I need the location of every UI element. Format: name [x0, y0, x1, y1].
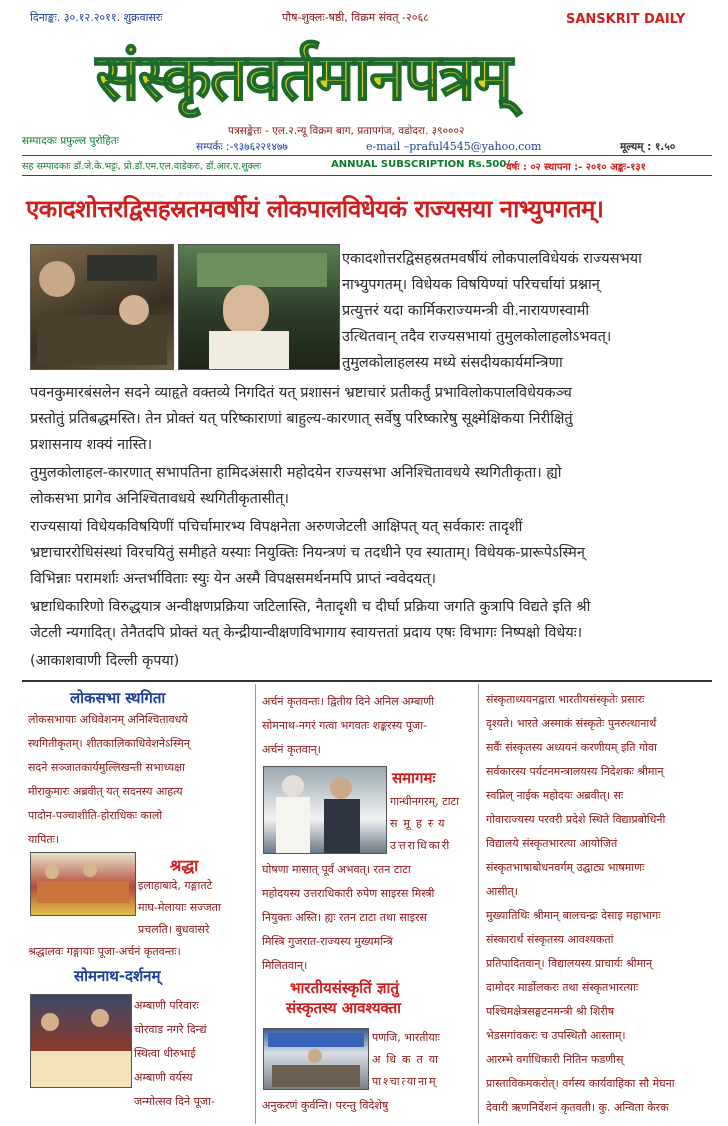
issue-info: वर्षः : ०२ स्थापना :- २०१० अङ्कः-१३१ — [506, 162, 646, 173]
shraddha-line: श्रद्धालवः गङ्गायाः पूजा-अर्चनं कृतवन्तः। — [28, 945, 181, 958]
somnath-line: अम्बाणी वर्यस्य — [134, 1071, 193, 1084]
header-divider-2 — [22, 175, 712, 176]
col3-line: दृश्यते। भारते अस्माकं संस्कृतेः पुनरुत्थानार्थं — [486, 717, 657, 730]
hindu-calendar-date: पौष-शुक्लः-षष्ठी, विक्रम संवत् -२०६८ — [282, 11, 429, 24]
co-editors: सह सम्पादकाः डॉ.जे.के.भट्टः, प्रो.डॉ.एम.एल.वाडेकरः, डॉ.आर.ए.शुक्लः — [22, 161, 262, 172]
lead-photo-parliament — [30, 244, 174, 370]
samagam-headline: समागमः — [392, 769, 436, 787]
annual-subscription: ANNUAL SUBSCRIPTION Rs.500/- — [331, 159, 515, 170]
sanskriti-line: पणजि, भारतीयाः — [372, 1031, 440, 1044]
col2-line: सोमनाथ-नगरं गत्वा भगवतः शङ्करस्य पूजा- — [262, 719, 428, 732]
loksabha-line: सदने सञ्जातकार्यमुल्लिखन्ती सभाध्यक्षा — [28, 761, 185, 774]
date-line: दिनाङ्कः. ३०.१२.२०११. शुक्रवासरः — [30, 11, 163, 24]
postal-address: पत्रसङ्केतः - एल.२.न्यू विक्रम बाग, प्रतापगंज, वडोदरा. ३९०००२ — [228, 125, 465, 137]
tata-modi-photo — [263, 766, 387, 854]
lead-body-line: जेटली न्यगादित्। तेनैतदपि प्रोक्तं यत् केन्द्रीयान्वीक्षणविभागाय स्वायत्ततां प्रदाय एषः विभागः निष्पक्षो विधेयः। — [30, 625, 583, 641]
lead-body-line: लोकसभा प्रागेव अनिश्चितावधये स्थगितीकृतासीत्। — [30, 491, 289, 507]
lead-side-line: उत्थितवान् तदैव राज्यसभायां तुमुलकोलाहलोऽभवत्। — [342, 329, 612, 345]
col3-line: देवारी ऋणनिर्देशनं कृतवती। कु. अन्विता केरक — [486, 1101, 669, 1114]
col3-line: सर्वकारस्य पर्यटनमन्त्रालयस्य निदेशकः श्रीमान् — [486, 765, 664, 778]
lead-body-line: प्रशासनाय शक्यं नास्ति। — [30, 437, 153, 453]
shraddha-line: प्रचलति। बुधवासरे — [138, 923, 210, 936]
ganga-puja-photo — [30, 852, 136, 916]
col3-line: विद्यालये संस्कृतभारत्या आयोजितं — [486, 837, 618, 850]
samagam-line: मिस्त्रि गुजरात-राज्यस्य मुख्यमन्त्रिं — [262, 935, 393, 948]
somnath-line: चोरवाड नगरे दिन्द्यं — [134, 1023, 207, 1036]
loksabha-line: लोकसभायाः अधिवेशनम् अनिश्चितावधये — [28, 713, 188, 726]
col3-line: संस्कृतभाषाबोधनवर्गम् उद्घाट्य भाषमाणः — [486, 861, 645, 874]
lead-side-line: तुमुलकोलाहलस्य मध्ये संसदीयकार्यमन्त्रिणा — [342, 355, 563, 371]
lead-side-line: नाभ्युपगतम्। विधेयक विषयिण्यां परिचर्चायां प्रश्नान् — [342, 277, 600, 293]
loksabha-line: पादोन-पञ्चाशीति-होराधिकः कालो — [28, 809, 163, 822]
contact-number: सम्पर्कः :-९३७६२२१४७७ — [196, 141, 288, 153]
col3-line: पश्चिमक्षेत्रसङ्घटनमन्त्री श्री शिरीष — [486, 1005, 615, 1018]
somnath-headline: सोमनाथ-दर्शनम् — [74, 967, 161, 985]
col3-line: आसीत्। — [486, 885, 518, 898]
loksabha-line: यापितः। — [28, 833, 59, 846]
col3-line: स्वप्निल् नाईक महोदयः अब्रवीत्। सः — [486, 789, 624, 802]
sanskriti-headline: भारतीयसंस्कृतिं ज्ञातुं — [290, 979, 399, 997]
samagam-line: घोषणा मासात् पूर्वं अभवत्। रतन टाटा — [262, 863, 411, 876]
lead-headline: एकादशोत्तरद्विसहस्रतमवर्षीयं लोकपालविधेयकं राज्यसया नाभ्युपगतम्। — [26, 195, 604, 223]
col3-line: प्रास्ताविकमकरोत्। वर्गस्य कार्यवाहिका सौ मेघना — [486, 1077, 675, 1090]
samagam-line: उत्तराधिकारी — [390, 839, 452, 852]
daily-label: SANSKRIT DAILY — [566, 12, 686, 27]
samagam-line: समूहस्य — [390, 817, 451, 830]
masthead-title: संस्कृतवर्तमानपत्रम् — [96, 40, 512, 115]
shraddha-headline: श्रद्धा — [170, 856, 199, 875]
sanskriti-line: अधिकतया — [372, 1053, 444, 1066]
shraddha-line: इलाहाबादे, गङ्गातटे — [138, 879, 213, 892]
col3-line: सर्वैः संस्कृतस्य अध्ययनं करणीयम् इति गोवा — [486, 741, 657, 754]
lead-body-line: प्रस्तोतुं प्रतिबद्धमस्ति। तेन प्रोक्तं यत् परिष्काराणां बाहुल्य-कारणात् सर्वेषु परिष्कारेषु सूक्ष्मेक्षिकया निरीक्षितुं — [30, 411, 573, 427]
col3-line: दामोदर मार्डोलकरः तथा संस्कृतभारत्याः — [486, 981, 639, 994]
sanskriti-line: अनुकरणं कुर्वन्ति। परन्तु विदेशेषु — [262, 1099, 389, 1112]
col3-line: संस्कारार्थं संस्कृतस्य आवश्यकतां — [486, 933, 614, 946]
lead-side-line: प्रत्युत्तरं यदा कार्मिकराज्यमन्त्री वी.नारायणस्वामी — [342, 303, 590, 319]
col3-line: संस्कृताध्ययनद्वारा भारतीयसंस्कृतेः प्रसारः — [486, 693, 645, 706]
loksabha-line: स्थगितीकृतम्। शीतकालिकाधिवेशनेऽस्मिन् — [28, 737, 190, 750]
samagam-line: मिलितवान्। — [262, 959, 308, 972]
col3-line: आरम्भे वर्गाधिकारी नितिन फडणीस् — [486, 1053, 624, 1066]
column-rule-1 — [255, 684, 256, 1124]
lead-body-line: राज्यसायां विधेयकविषयिणीं पचिर्चामारभ्य विपक्षनेता अरुणजेटली आक्षिपत् यत् सर्वकारः तादृशीं — [30, 519, 523, 535]
sanskriti-headline: संस्कृतस्य आवश्यक्ता — [286, 999, 402, 1017]
editor-name: सम्पादकः प्रफुल्ल पुरोहितः — [22, 135, 119, 147]
lead-body-line: विभिन्नाः परामर्शाः अन्तर्भाविताः स्युः येन अस्मै विपक्षसमर्थनमपि प्राप्तं न्ववेदयत्। — [30, 571, 437, 587]
column-rule-2 — [478, 684, 479, 1124]
somnath-line: जन्मोत्सव दिने पूजा- — [134, 1095, 215, 1108]
lead-photo-speaker — [178, 244, 340, 370]
lead-body-line: भ्रष्टाचाररोधिसंस्थां विरचयितुं समीहते यस्याः नियुक्तिः नियन्त्रणं च तदधीने एव स्याताम्। विधेयक-प्रारूपेऽस्मिन् — [30, 545, 585, 561]
samagam-line: नियुक्तः अस्ति। ह्यः रतन टाटा तथा साइरस — [262, 911, 427, 924]
lead-body-line: (आकाशवाणी दिल्ली कृपया) — [30, 653, 180, 669]
section-divider — [22, 680, 712, 682]
lead-side-line: एकादशोत्तरद्विसहस्रतमवर्षीयं लोकपालविधेयकं राज्यसभया — [342, 251, 642, 267]
col3-line: भेडसगांवकरः च उपस्थितौ आस्ताम्। — [486, 1029, 626, 1042]
ambani-family-photo — [30, 994, 132, 1088]
lead-body-line: पवनकुमारबंसलेन सदने व्याहृते वक्तव्ये निगदितं यत् प्रशासनं भ्रष्टाचारं प्रतीकर्तुं प्रभाविलोकपालविधेयकञ्च — [30, 385, 572, 401]
somnath-line: स्थित्वा धीरुभाई — [134, 1047, 196, 1060]
goa-class-photo — [263, 1028, 369, 1090]
samagam-line: महोदयस्य उत्तराधिकारी रुपेण साइरस मिस्त्री — [262, 887, 435, 900]
col3-line: गोवाराज्यस्य परवरी प्रदेशे स्थिते विद्याप्रबोधिनी — [486, 813, 666, 826]
col3-line: प्रतिपादितवान्। विद्यालयस्य प्राचार्यः श्रीमान् — [486, 957, 653, 970]
col2-line: अर्चनं कृतवन्तः। द्वितीय दिने अनिल अम्बाणी — [262, 695, 435, 708]
shraddha-line: माघ-मेलायाः सज्जता — [138, 901, 221, 914]
loksabha-line: मीराकुमारः अब्रवीत् यत् सदनस्य आहत्य — [28, 785, 183, 798]
samagam-line: गान्धीनगरम्, टाटा — [390, 795, 459, 808]
somnath-line: अम्बाणी परिवारः — [134, 999, 199, 1012]
email-address: e-mail –praful4545@yahoo.com — [366, 140, 542, 153]
price: मूल्यम् : १.५० — [620, 141, 676, 153]
sanskriti-line: पाश्चात्यानाम् — [372, 1075, 438, 1088]
lead-body-line: तुमुलकोलाहल-कारणात् सभापतिना हामिदअंसारी महोदयेन राज्यसभा अनिश्चितावधये स्थगितीकृता। ह्यो — [30, 465, 562, 481]
header-divider — [22, 155, 712, 156]
col2-line: अर्चनं कृतवान्। — [262, 743, 321, 756]
loksabha-headline: लोकसभा स्थगिता — [70, 689, 166, 707]
col3-line: मुख्यातिथिः श्रीमान् बालचन्द्रः देसाइ महाभागः — [486, 909, 661, 922]
lead-body-line: भ्रष्टाधिकारिणो विरुद्धयात्र अन्वीक्षणप्रक्रिया जटिलास्ति, नैतादृशी च दीर्घा प्रक्रिया जगति कुत्रापि विद्यते इति श्री — [30, 599, 591, 615]
